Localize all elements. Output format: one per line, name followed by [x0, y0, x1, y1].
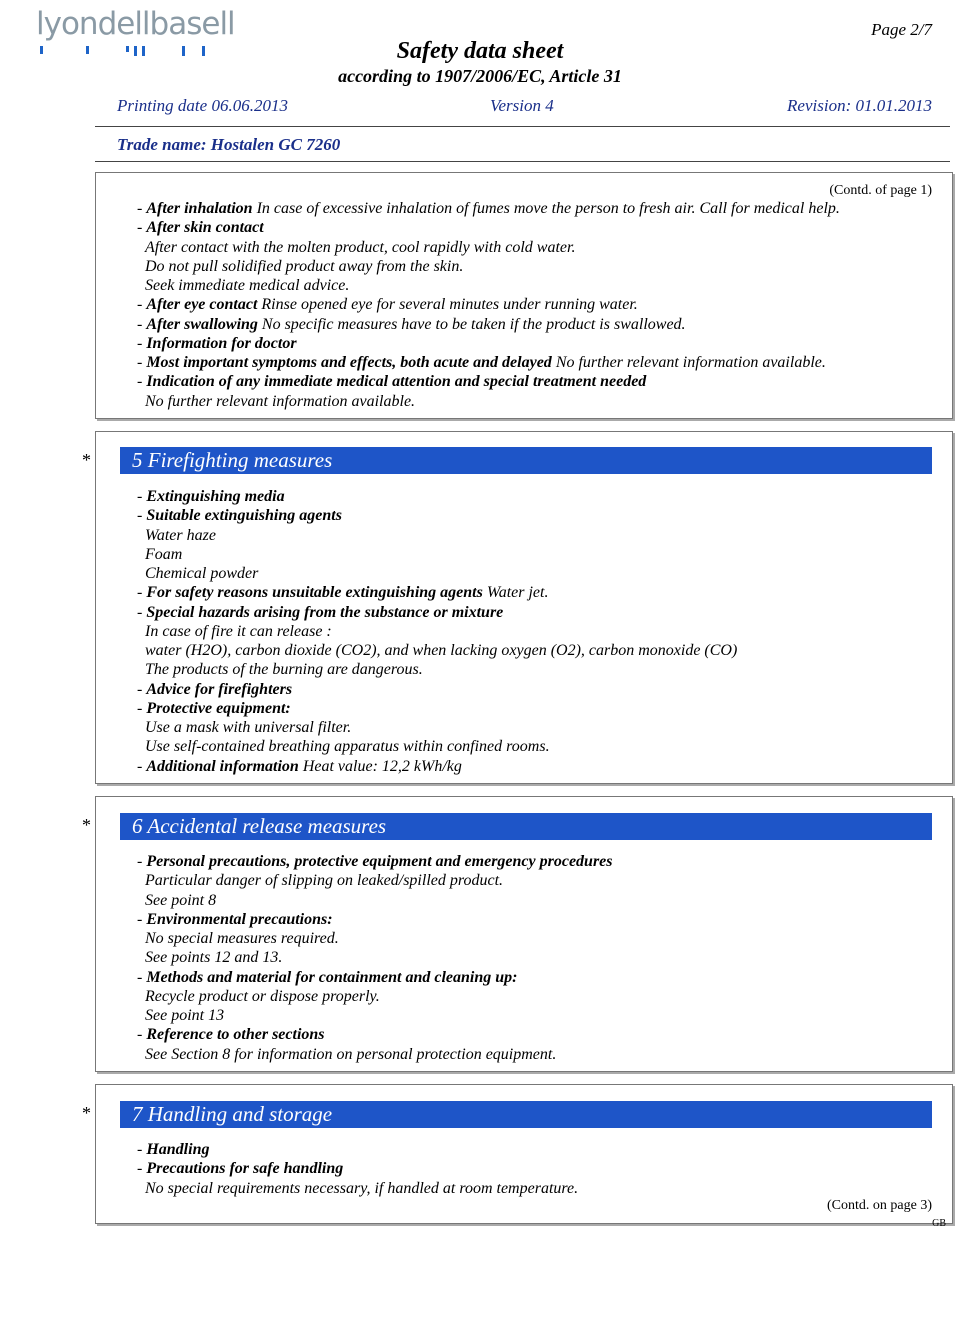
text-line: [145, 660, 423, 679]
field-label: Advice for firefighters: [146, 680, 293, 698]
document-title: Safety data sheet: [396, 38, 564, 64]
text-line: [145, 1006, 224, 1025]
field-value: The products of the burning are dangerous.: [145, 661, 423, 679]
field-label: After skin contact: [146, 219, 264, 237]
field-label: After inhalation: [146, 200, 253, 217]
text-line: [137, 334, 297, 353]
field-label: Handling: [146, 1141, 210, 1158]
bullet-dash: -: [137, 603, 147, 621]
field-label: Most important symptoms and effects, both acute and delayed: [146, 354, 552, 371]
field-label: Special hazards arising from the substance or mixture: [146, 603, 504, 621]
field-label: After eye contact: [146, 296, 258, 314]
bullet-dash: -: [137, 334, 147, 352]
field-value: After contact with the molten product, cool rapidly with cold water.: [145, 238, 576, 256]
field-label: Reference to other sections: [146, 1026, 325, 1044]
text-line: [137, 1159, 343, 1178]
field-label: Suitable extinguishing agents: [146, 507, 342, 525]
field-label: Indication of any immediate medical attention and special treatment needed: [146, 373, 647, 391]
continued-from-label: (Contd. of page 1): [829, 183, 932, 198]
text-line: [145, 891, 216, 910]
text-line: [145, 737, 550, 756]
field-value: In case of fire it can release :: [145, 622, 332, 640]
field-value: Chemical powder: [145, 565, 259, 582]
text-line: [137, 506, 342, 525]
text-line: [137, 487, 285, 506]
text-line: [137, 968, 517, 987]
text-line: [137, 315, 686, 334]
section-7-header: [120, 1101, 932, 1128]
revision-date: Revision: 01.01.2013: [787, 96, 932, 115]
field-label: Environmental precautions:: [146, 910, 333, 928]
text-line: [145, 276, 349, 295]
bullet-dash: -: [137, 315, 147, 333]
section-5-title: 5 Firefighting measures: [132, 448, 333, 472]
field-value: No special measures required.: [145, 930, 339, 947]
text-line: [145, 871, 503, 890]
trade-name: Trade name: Hostalen GC 7260: [117, 135, 341, 154]
field-value: water (H2O), carbon dioxide (CO2), and when lacking oxygen (O2), carbon monoxide (CO): [145, 642, 738, 659]
text-line: [137, 852, 613, 871]
trade-name-bar: [95, 126, 950, 162]
field-label: Protective equipment:: [146, 699, 291, 717]
bullet-dash: -: [137, 507, 147, 525]
field-value: Particular danger of slipping on leaked/spilled product.: [145, 872, 504, 890]
field-value: In case of excessive inhalation of fumes move the person to fresh air. Call for medical help.: [252, 200, 840, 217]
field-value: No specific measures have to be taken if the product is swallowed.: [257, 315, 686, 333]
field-label: Personal precautions, protective equipment and emergency procedures: [146, 853, 613, 870]
text-line: [145, 929, 339, 948]
bullet-dash: -: [137, 1141, 147, 1158]
text-line: [145, 257, 463, 276]
text-line: [137, 603, 503, 622]
bullet-dash: -: [137, 910, 147, 928]
text-line: [145, 526, 216, 545]
text-line: [145, 1179, 578, 1198]
field-value: Use self-contained breathing apparatus within confined rooms.: [145, 738, 550, 756]
text-line: [145, 564, 258, 583]
field-label: Precautions for safe handling: [146, 1160, 344, 1178]
text-line: [137, 218, 264, 237]
text-line: [145, 238, 575, 257]
field-label: After swallowing: [146, 315, 258, 333]
bullet-dash: -: [137, 584, 147, 602]
field-label: Methods and material for containment and cleaning up:: [146, 968, 518, 986]
section-7-title: 7 Handling and storage: [132, 1102, 333, 1126]
text-line: [137, 699, 291, 718]
text-line: [137, 680, 292, 699]
bullet-dash: -: [137, 219, 147, 237]
text-line: [145, 545, 182, 564]
bullet-dash: -: [137, 853, 147, 870]
bullet-dash: -: [137, 680, 147, 698]
text-line: [137, 353, 826, 372]
logo-wordmark: lyondellbasell: [36, 6, 235, 42]
printing-date: Printing date 06.06.2013: [117, 96, 288, 115]
field-value: See points 12 and 13.: [145, 949, 283, 967]
bullet-dash: -: [137, 488, 147, 505]
bullet-dash: -: [137, 757, 147, 775]
bullet-dash: -: [137, 354, 147, 371]
field-value: No further relevant information available.: [551, 354, 826, 371]
field-label: Additional information: [146, 757, 299, 775]
text-line: [145, 641, 737, 660]
text-line: [145, 987, 380, 1006]
revision-star: *: [82, 1103, 91, 1123]
bullet-dash: -: [137, 699, 147, 717]
version: Version 4: [490, 96, 554, 115]
text-line: [145, 622, 332, 641]
text-line: [145, 948, 282, 967]
page-number: Page 2/7: [871, 20, 932, 39]
text-line: [137, 1025, 325, 1044]
field-value: Heat value: 12,2 kWh/kg: [298, 757, 462, 775]
field-label: For safety reasons unsuitable extinguishing agents: [146, 584, 483, 602]
document-subtitle: according to 1907/2006/EC, Article 31: [338, 66, 622, 86]
text-line: [137, 910, 333, 929]
revision-star: *: [82, 815, 91, 835]
text-line: [145, 718, 351, 737]
bullet-dash: -: [137, 373, 147, 391]
text-line: [145, 392, 415, 411]
field-label: Information for doctor: [146, 334, 297, 352]
field-value: Water haze: [145, 526, 216, 544]
text-line: [137, 372, 646, 391]
continued-on-label: (Contd. on page 3): [827, 1198, 932, 1213]
field-value: See point 8: [145, 891, 217, 909]
section-6-header: [120, 813, 932, 840]
text-line: [137, 757, 462, 776]
field-label: Extinguishing media: [146, 488, 285, 505]
field-value: Recycle product or dispose properly.: [145, 987, 380, 1005]
field-value: Use a mask with universal filter.: [145, 719, 352, 736]
section-5-header: [120, 447, 932, 474]
bullet-dash: -: [137, 200, 147, 217]
section-6-title: 6 Accidental release measures: [132, 814, 387, 838]
text-line: [145, 1045, 556, 1064]
field-value: Do not pull solidified product away from the skin.: [145, 257, 464, 275]
bullet-dash: -: [137, 1160, 147, 1178]
country-code: GB: [932, 1218, 946, 1229]
bullet-dash: -: [137, 296, 147, 314]
field-value: Rinse opened eye for several minutes under running water.: [257, 296, 638, 314]
bullet-dash: -: [137, 968, 147, 986]
field-value: No special requirements necessary, if handled at room temperature.: [145, 1179, 579, 1197]
field-value: See Section 8 for information on personal protection equipment.: [145, 1045, 557, 1063]
field-value: No further relevant information available.: [145, 392, 416, 410]
field-value: Water jet.: [482, 584, 549, 602]
text-line: [137, 583, 548, 602]
field-value: Foam: [145, 545, 183, 563]
text-line: [137, 295, 638, 314]
field-value: Seek immediate medical advice.: [145, 277, 350, 294]
text-line: [137, 199, 840, 218]
field-value: See point 13: [145, 1007, 225, 1024]
text-line: [137, 1140, 209, 1159]
revision-star: *: [82, 450, 91, 470]
bullet-dash: -: [137, 1026, 147, 1044]
